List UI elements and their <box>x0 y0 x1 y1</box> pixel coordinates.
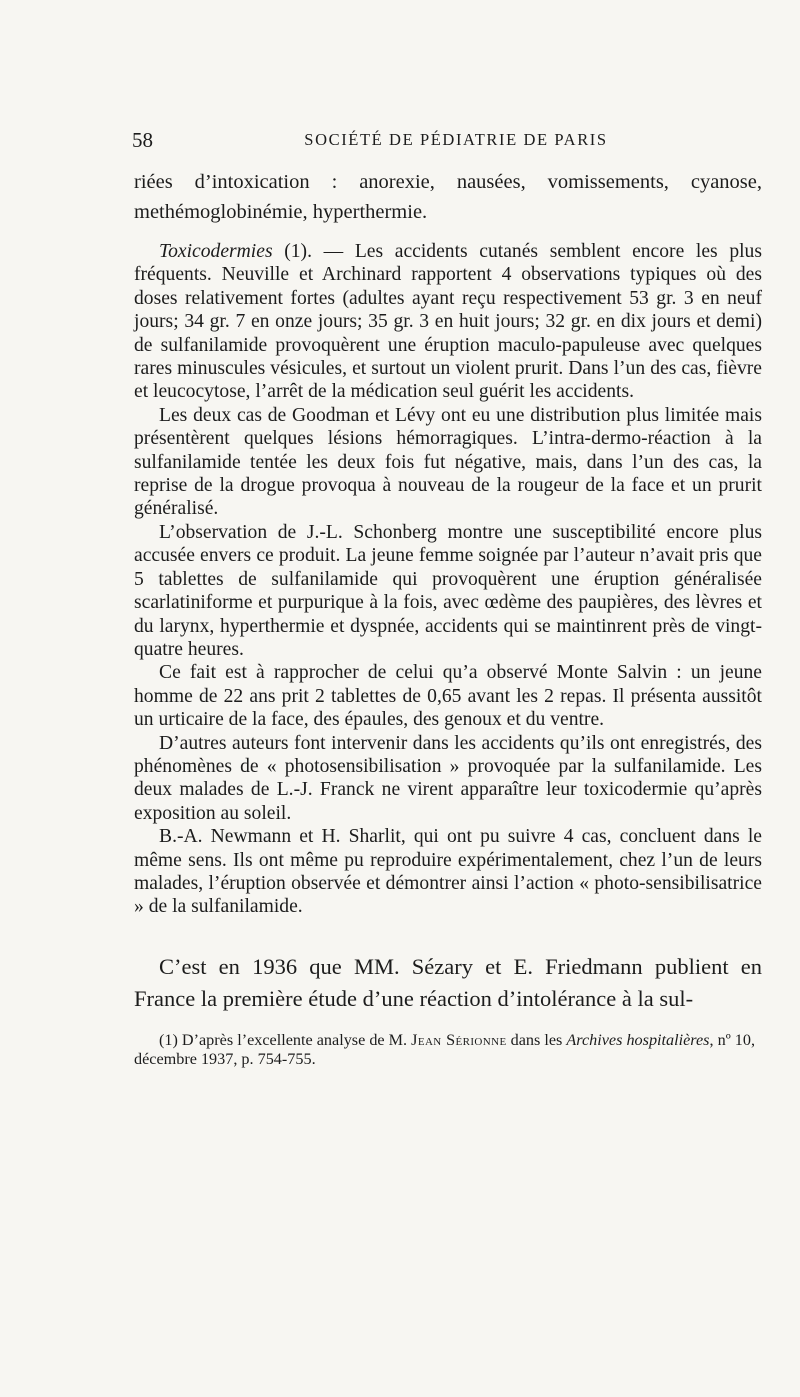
page-number: 58 <box>132 128 153 152</box>
paragraph-schonberg: L’observation de J.-L. Schonberg montre une susceptibilité encore plus accusée envers ce produit. La jeune femme soignée par l’auteur n’avait pris que 5 tablettes de sulfanilamide qui provoquèrent une éruption généralisée scarlatiniforme et purpurique à la fois, avec œdème des paupières, des lèvres et du larynx, hyperthermie et dyspnée, accidents qui se maintinrent près de vingt-quatre heures. <box>134 521 762 660</box>
footnote-journal: Archives hospitalières <box>566 1030 710 1049</box>
footnote-author: Jean Sérionne <box>411 1030 507 1049</box>
paragraph-toxicodermies <box>134 240 762 404</box>
paragraph-toxicodermies-body: — Les accidents cutanés semblent encore les plus fréquents. Neuville et Archinard rapportent 4 observations typiques où des doses relativement fortes (adultes ayant reçu respectivement 53 gr. 3 en neuf jours; 34 gr. 7 en onze jours; 35 gr. 3 en huit jours; 32 gr. en dix jours et demi) de sulfanilamide provoquèrent une éruption maculo-papuleuse avec quelques rares minuscules vésicules, et surtout un violent prurit. Dans l’un des cas, fièvre et leucocytose, l’arrêt de la médication seul guérit les accidents. <box>134 241 762 403</box>
paragraph-sezary-friedmann: C’est en 1936 que MM. Sézary et E. Friedmann publient en France la première étude d’une réaction d’intolérance à la sul- <box>134 953 762 1011</box>
page-header <box>132 128 762 156</box>
running-title: SOCIÉTÉ DE PÉDIATRIE DE PARIS <box>304 130 608 149</box>
footnote <box>134 1031 762 1070</box>
paragraph-newmann-sharlit: B.-A. Newmann et H. Sharlit, qui ont pu suivre 4 cas, concluent dans le même sens. Ils ont même pu reproduire expérimentalement, chez l’un de leurs malades, l’éruption observée et démontrer ainsi l’action « photo-sensibilisatrice » de la sulfanilamide. <box>134 826 762 918</box>
footnote-suffix: , nº 10, décembre 1937, p. 754-755. <box>134 1030 755 1069</box>
body-text <box>134 168 762 1070</box>
paragraph-monte-salvin: Ce fait est à rapprocher de celui qu’a observé Monte Salvin : un jeune homme de 22 ans prit 2 tablettes de 0,65 avant les 2 repas. Il présenta aussitôt un urticaire de la face, des épaules, des genoux et du ventre. <box>134 662 762 731</box>
paragraph-continuation: riées d’intoxication : anorexie, nausées, vomissements, cyanose, methémoglobinémie, hyperthermie. <box>134 171 762 223</box>
footnote-prefix: (1) D’après l’excellente analyse de M. <box>159 1030 412 1049</box>
footnote-ref: (1). <box>272 241 312 262</box>
section-heading-toxicodermies: Toxicodermies <box>159 241 273 262</box>
footnote-mid: dans les <box>506 1030 567 1049</box>
paragraph-goodman-levy: Les deux cas de Goodman et Lévy ont eu une distribution plus limitée mais présentèrent quelques lésions hémorragiques. L’intra-dermo-réaction à la sulfanilamide tentée les deux fois fut négative, mais, dans l’un des cas, la reprise de la drogue provoqua à nouveau de la rougeur de la face et un prurit généralisé. <box>134 404 762 520</box>
paragraph-photosensibilisation: D’autres auteurs font intervenir dans les accidents qu’ils ont enregistrés, des phénomènes de « photosensibilisation » provoquée par la sulfanilamide. Les deux malades de L.-J. Franck ne virent apparaître leur toxicodermie qu’après exposition au soleil. <box>134 732 762 824</box>
